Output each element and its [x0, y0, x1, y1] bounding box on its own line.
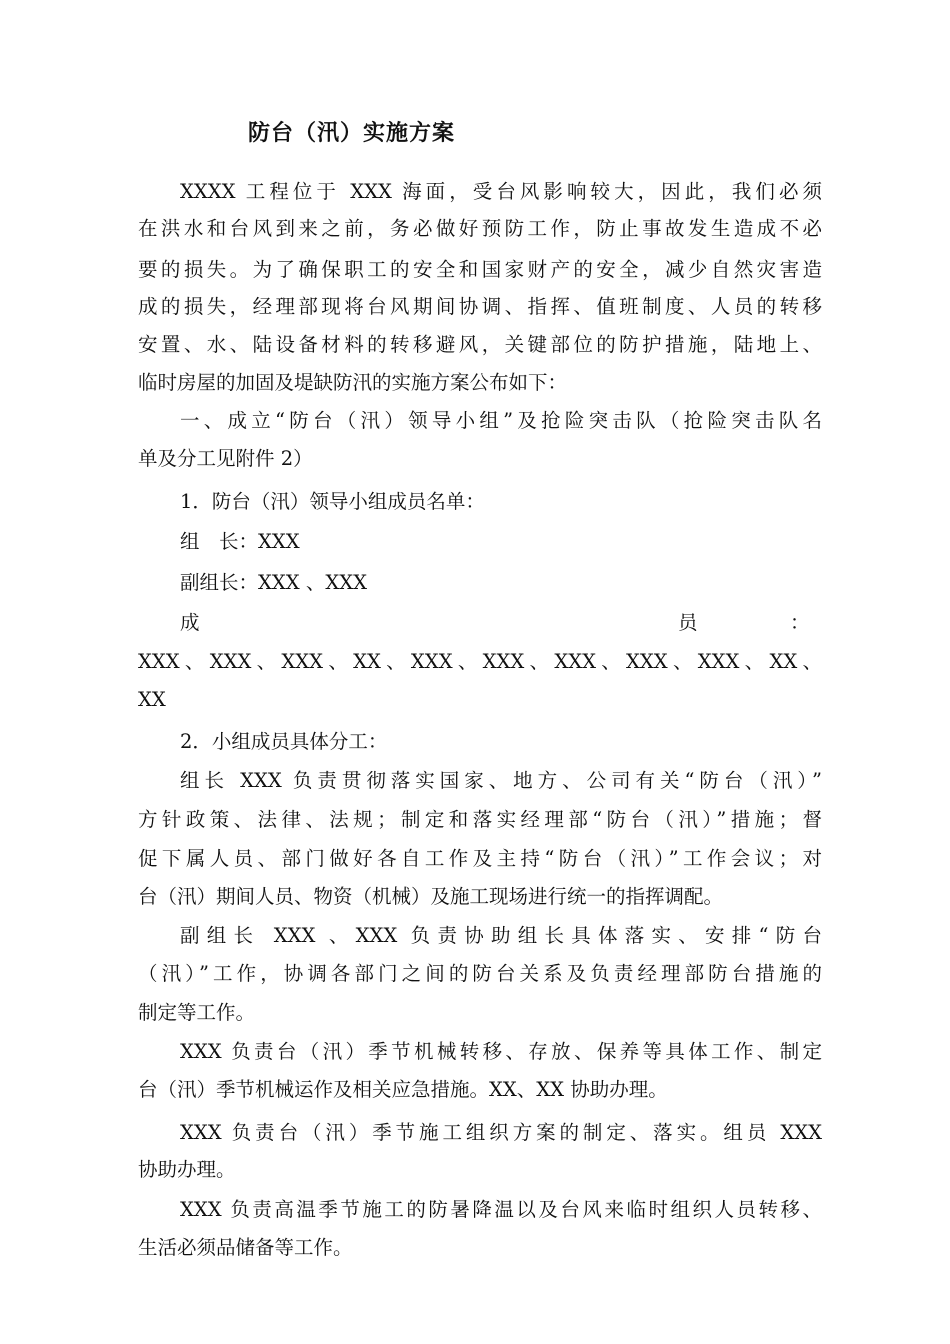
paragraph-line: 临时房屋的加固及堤缺防汛的实施方案公布如下：	[138, 371, 568, 394]
paragraph-line: 台（汛）期间人员、物资（机械）及施工现场进行统一的指挥调配。	[138, 885, 724, 908]
paragraph-line: XXXX 工程位于 XXX 海面，受台风影响较大，因此，我们必须	[180, 180, 822, 203]
deputy-leader-line: 副组长：XXX 、XXX	[180, 571, 367, 594]
paragraph-line: 安置、水、陆设备材料的转移避风，关键部位的防护措施，陆地上、	[138, 333, 822, 356]
paragraph-line: 要的损失。为了确保职工的安全和国家财产的安全，减少自然灾害造	[138, 258, 822, 281]
paragraph-line: 生活必须品储备等工作。	[138, 1236, 353, 1259]
paragraph-line: XXX 负责台（汛）季节施工组织方案的制定、落实。组员 XXX	[180, 1121, 822, 1144]
paragraph-line: 制定等工作。	[138, 1001, 256, 1024]
paragraph-line: 方针政策、法律、法规；制定和落实经理部“防台（汛）”措施；督	[138, 808, 822, 831]
members-label-char: ：	[790, 611, 810, 634]
paragraph-line: 台（汛）季节机械运作及相关应急措施。XX、XX 协助办理。	[138, 1078, 668, 1101]
paragraph-line: 一、成立“防台（汛）领导小组”及抢险突击队（抢险突击队名	[180, 409, 822, 432]
members-label-char: 员	[678, 611, 698, 634]
members-list-line: XX	[138, 688, 166, 711]
paragraph-line: 成的损失，经理部现将台风期间协调、指挥、值班制度、人员的转移	[138, 295, 822, 318]
leader-line: 组 长：XXX	[180, 530, 300, 553]
paragraph-line: （汛）”工作，协调各部门之间的防台关系及负责经理部防台措施的	[138, 962, 822, 985]
paragraph-line: 协助办理。	[138, 1158, 236, 1181]
paragraph-line: 组长 XXX 负责贯彻落实国家、地方、公司有关“防台（汛）”	[180, 769, 822, 792]
paragraph-line: 在洪水和台风到来之前，务必做好预防工作，防止事故发生造成不必	[138, 217, 822, 240]
paragraph-line: XXX 负责高温季节施工的防暑降温以及台风来临时组织人员转移、	[180, 1198, 822, 1221]
list-heading: 1．防台（汛）领导小组成员名单：	[180, 490, 485, 513]
members-list-line: XXX、XXX、XXX、XX、XXX、XXX、XXX、XXX、XXX、XX、	[138, 650, 822, 673]
paragraph-line: 单及分工见附件 2）	[138, 447, 313, 470]
members-label-char: 成	[180, 611, 200, 634]
paragraph-line: XXX 负责台（汛）季节机械转移、存放、保养等具体工作、制定	[180, 1040, 822, 1063]
list-heading: 2．小组成员具体分工：	[180, 730, 388, 753]
paragraph-line: 促下属人员、部门做好各自工作及主持“防台（汛）”工作会议；对	[138, 847, 822, 870]
document-title: 防台（汛）实施方案	[248, 120, 456, 146]
paragraph-line: 副组长 XXX 、XXX 负责协助组长具体落实、安排“防台	[180, 924, 822, 947]
